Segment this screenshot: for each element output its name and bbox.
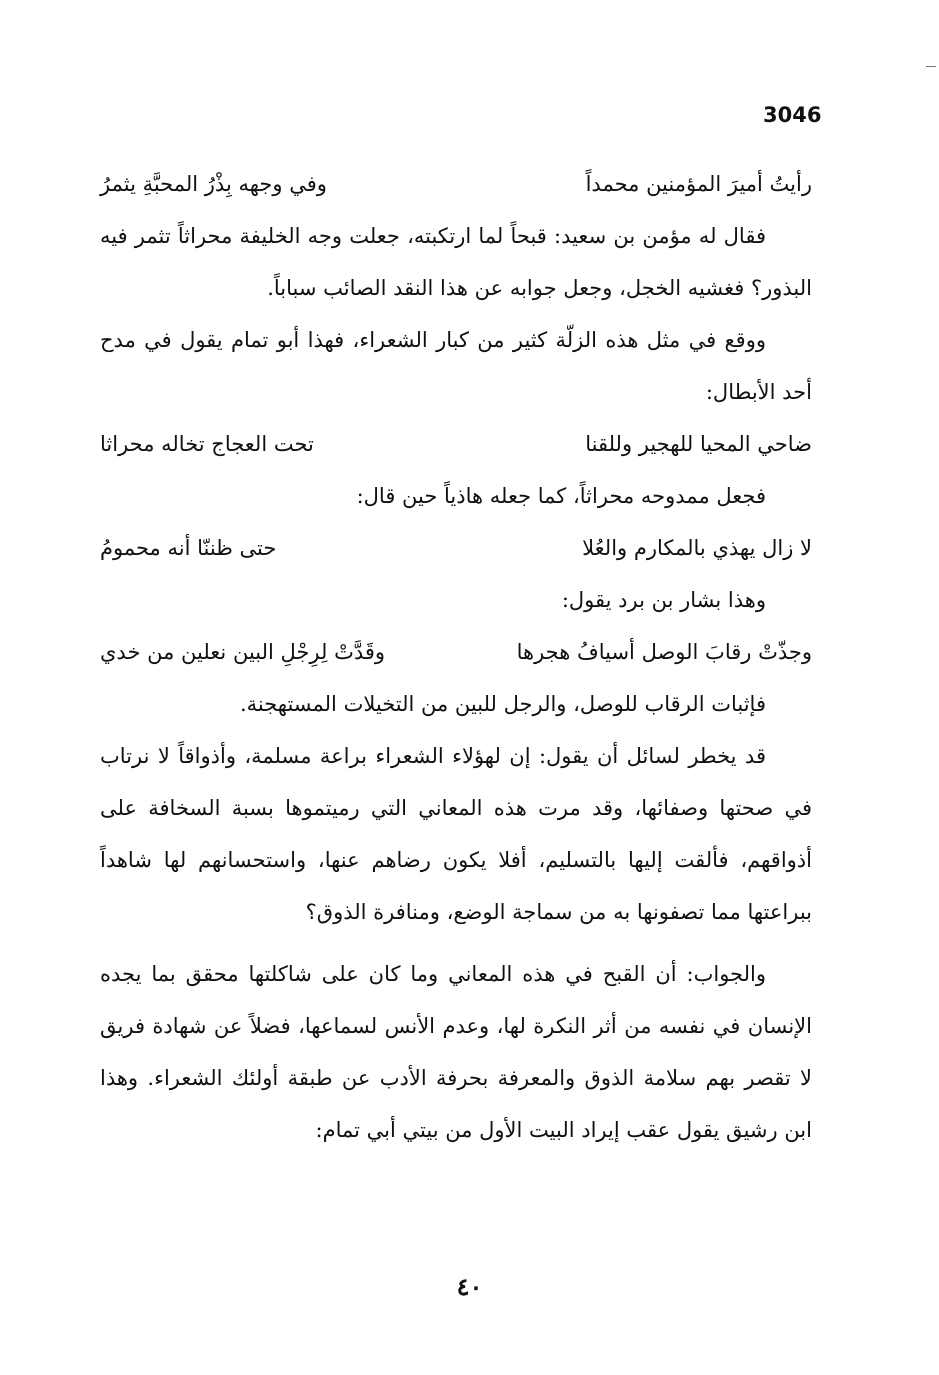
verse-1-first-hemistich: رأيتُ أميرَ المؤمنين محمداً [585,172,812,196]
verse-4-first-hemistich: وجذّتْ رقابَ الوصل أسيافُ هجرها [516,640,812,664]
page-edge-mark [926,66,936,67]
paragraph-7: والجواب: أن القبح في هذه المعاني وما كان على شاكلتها محقق بما يجده الإنسان في نفسه من أثر النكرة لها، وعدم الأنس لسماعها، فضلاً عن شهادة فريق لا تقصر بهم سلامة الذوق والمعرفة بحرفة الأدب عن طبقة أولئك الشعراء. وهذا ابن رشيق يقول عقب إيراد البيت الأول من بيتي أبي تمام: [100,962,812,1142]
paragraph-6: قد يخطر لسائل أن يقول: إن لهؤلاء الشعراء براعة مسلمة، وأذواقاً لا نرتاب في صحتها وصفائها، وقد مرت هذه المعاني التي رميتموها بسبة السخافة على أذواقهم، فألقت إليها بالتسليم، أفلا يكون رضاهم عنها، واستحسانهم لها شاهداً ببراعتها مما تصفونها به من سماجة الوضع، ومنافرة الذوق؟ [100,744,812,924]
paragraph-2: ووقع في مثل هذه الزلّة كثير من كبار الشعراء، فهذا أبو تمام يقول في مدح أحد الأبطال: [100,328,812,404]
paragraph-gap [100,938,812,948]
verse-2-second-hemistich: تحت العجاج تخاله محراثا [100,432,314,456]
paragraph-3: فجعل ممدوحه محراثاً، كما جعله هاذياً حين قال: [356,484,766,508]
page-body [100,158,812,1156]
page-number: ٤٠ [456,1272,483,1301]
verse-1 [100,158,812,210]
verse-1-second-hemistich: وفي وجهه بِذْرُ المحبَّةِ يثمرُ [100,172,327,196]
verse-2 [100,418,812,470]
verse-2-first-hemistich: ضاحي المحيا للهجير وللقنا [585,432,812,456]
page-id: 3046 [763,103,822,127]
verse-4 [100,626,812,678]
verse-4-second-hemistich: وقَدَّتْ لِرِجْلِ البين نعلين من خدي [100,640,386,664]
paragraph-1: فقال له مؤمن بن سعيد: قبحاً لما ارتكبته، جعلت وجه الخليفة محراثاً تثمر فيه البذور؟ فغشيه الخجل، وجعل جوابه عن هذا النقد الصائب سباباً. [100,224,812,300]
verse-3-second-hemistich: حتى ظننّا أنه محمومُ [100,536,277,560]
paragraph-5: فإثبات الرقاب للوصل، والرجل للبين من التخيلات المستهجنة. [239,692,766,716]
paragraph-4: وهذا بشار بن برد يقول: [561,588,766,612]
verse-3-first-hemistich: لا زال يهذي بالمكارم والعُلا [582,536,812,560]
verse-3 [100,522,812,574]
